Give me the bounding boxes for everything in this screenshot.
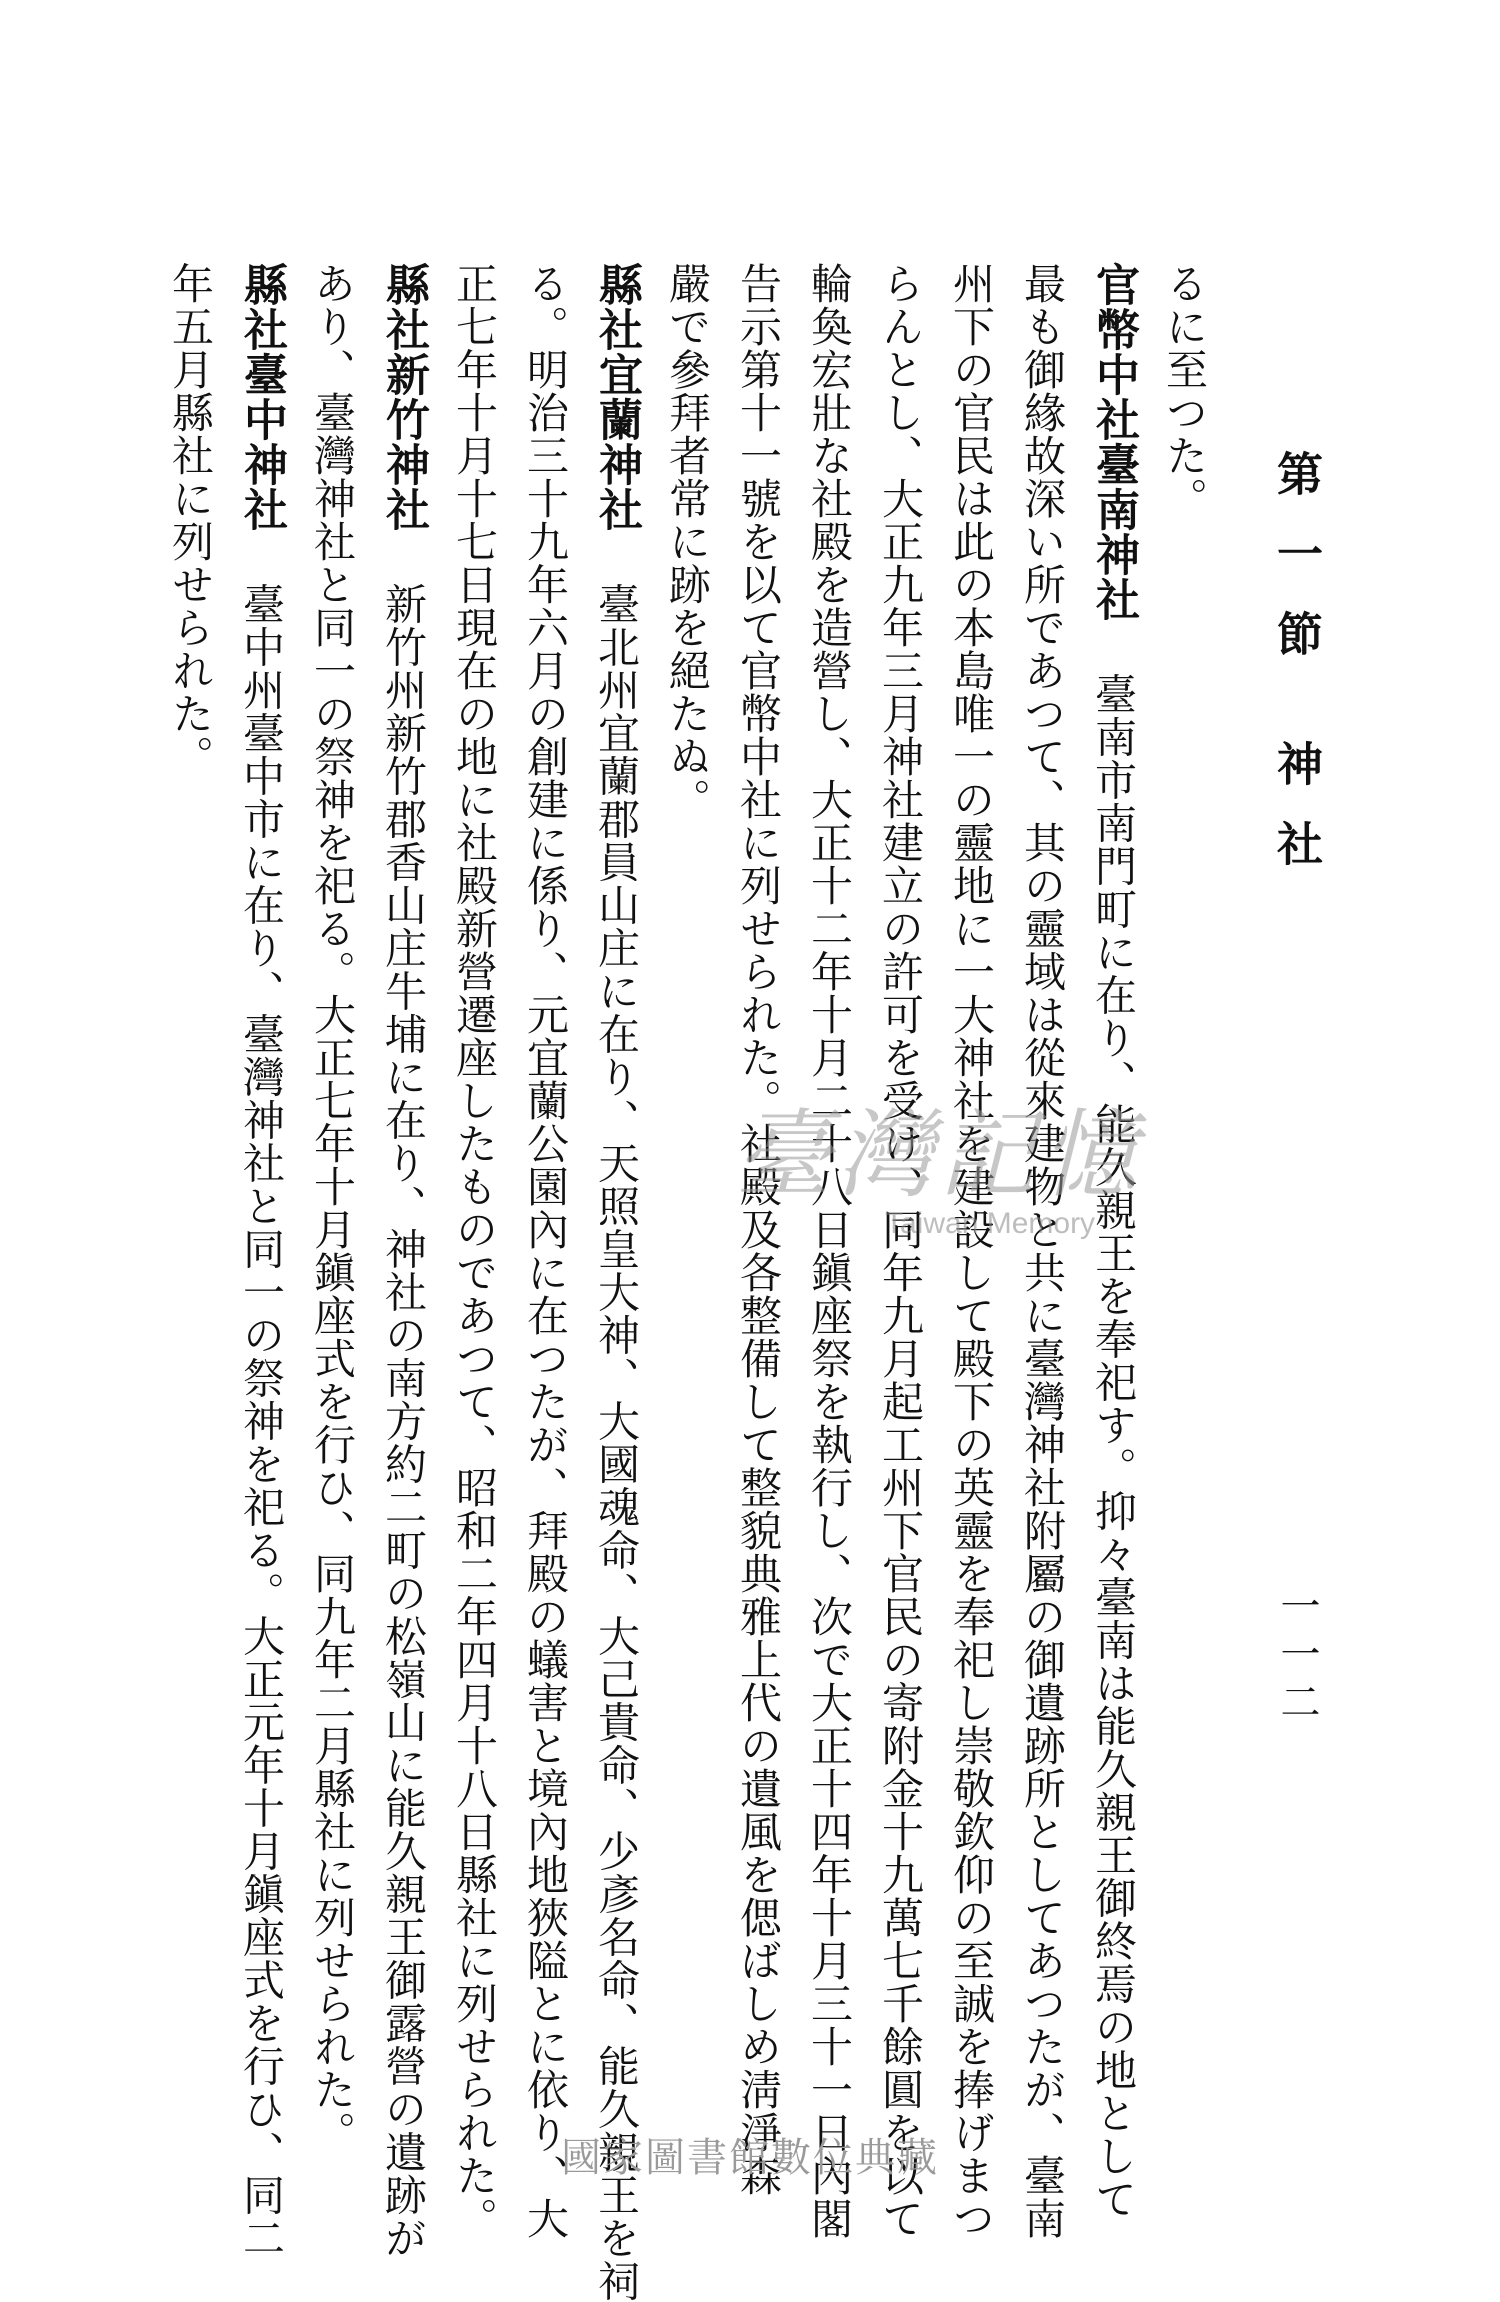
text-line: 縣社新竹神社新竹州新竹郡香山庄牛埔に在り、神社の南方約二町の松嶺山に能久親王御露營の遺跡が	[378, 262, 429, 2260]
watermark-subtitle: Taiwan Memory	[885, 1207, 1096, 1240]
text-line: 年五月縣社に列せられた。	[166, 262, 215, 778]
text-line: 縣社宜蘭神社臺北州宜蘭郡員山庄に在り、天照皇大神、大國魂命、大己貴命、少彥名命、能久親王を祠	[591, 262, 642, 2302]
footer-credit: 國家圖書館數位典藏	[561, 2135, 939, 2181]
text-line: 正七年十月十七日現在の地に社殿新營遷座したものであつて、昭和二年四月十八日縣社に列せられた。	[450, 262, 499, 2240]
entry-title-hsinchu: 縣社新竹神社	[378, 262, 429, 532]
entry-title-taichung: 縣社臺中神社	[236, 262, 287, 532]
page-number: 一一二	[1274, 1585, 1320, 1729]
text-line: 官幣中社臺南神社臺南市南門町に在り、能久親王を奉祀す。抑々臺南は能久親王御終焉の地として	[1088, 262, 1139, 2221]
text-line: 縣社臺中神社臺中州臺中市に在り、臺灣神社と同一の祭神を祀る。大正元年十月鎭座式を行ひ、同二	[236, 262, 287, 2260]
watermark-logo: 臺灣記憶	[735, 1099, 1143, 1211]
text-line: 告示第十一號を以て官幣中社に列せられた。社殿及各整備して整貌典雅上代の遺風を偲ばしめ淸淨森	[734, 262, 783, 2197]
text-line: る。明治三十九年六月の創建に係り、元宜蘭公園內に在つたが、拜殿の蟻害と境內地狹隘とに依り、大	[521, 262, 570, 2240]
text-line: 最も御緣故深い所であつて、其の靈域は從來建物と共に臺灣神社附屬の御遺跡所としてあつたが、臺南	[1018, 262, 1067, 2240]
text-line: るに至つた。	[1160, 262, 1209, 520]
text-line: 輪奐宏壯な社殿を造營し、大正十二年十月二十八日鎭座祭を執行し、次で大正十四年十月三十一日內閣	[805, 262, 854, 2240]
text-line: 嚴で參拜者常に跡を絕たぬ。	[663, 262, 712, 821]
watermark	[735, 1095, 1215, 1265]
entry-title-yilan: 縣社宜蘭神社	[591, 262, 642, 532]
entry-title-tainan: 官幣中社臺南神社	[1088, 262, 1139, 622]
text-line: 州下の官民は此の本島唯一の靈地に一大神社を建設して殿下の英靈を奉祀し崇敬欽仰の至誠を捧げまつ	[947, 262, 996, 2240]
text-line: あり、臺灣神社と同一の祭神を祀る。大正七年十月鎭座式を行ひ、同九年二月縣社に列せられた。	[308, 262, 357, 2154]
chapter-heading: 第一節 神社	[1270, 450, 1324, 901]
text-line: らんとし、大正九年三月神社建立の許可を受け、同年九月起工州下官民の寄附金十九萬七千餘圓を以て	[876, 262, 925, 2240]
